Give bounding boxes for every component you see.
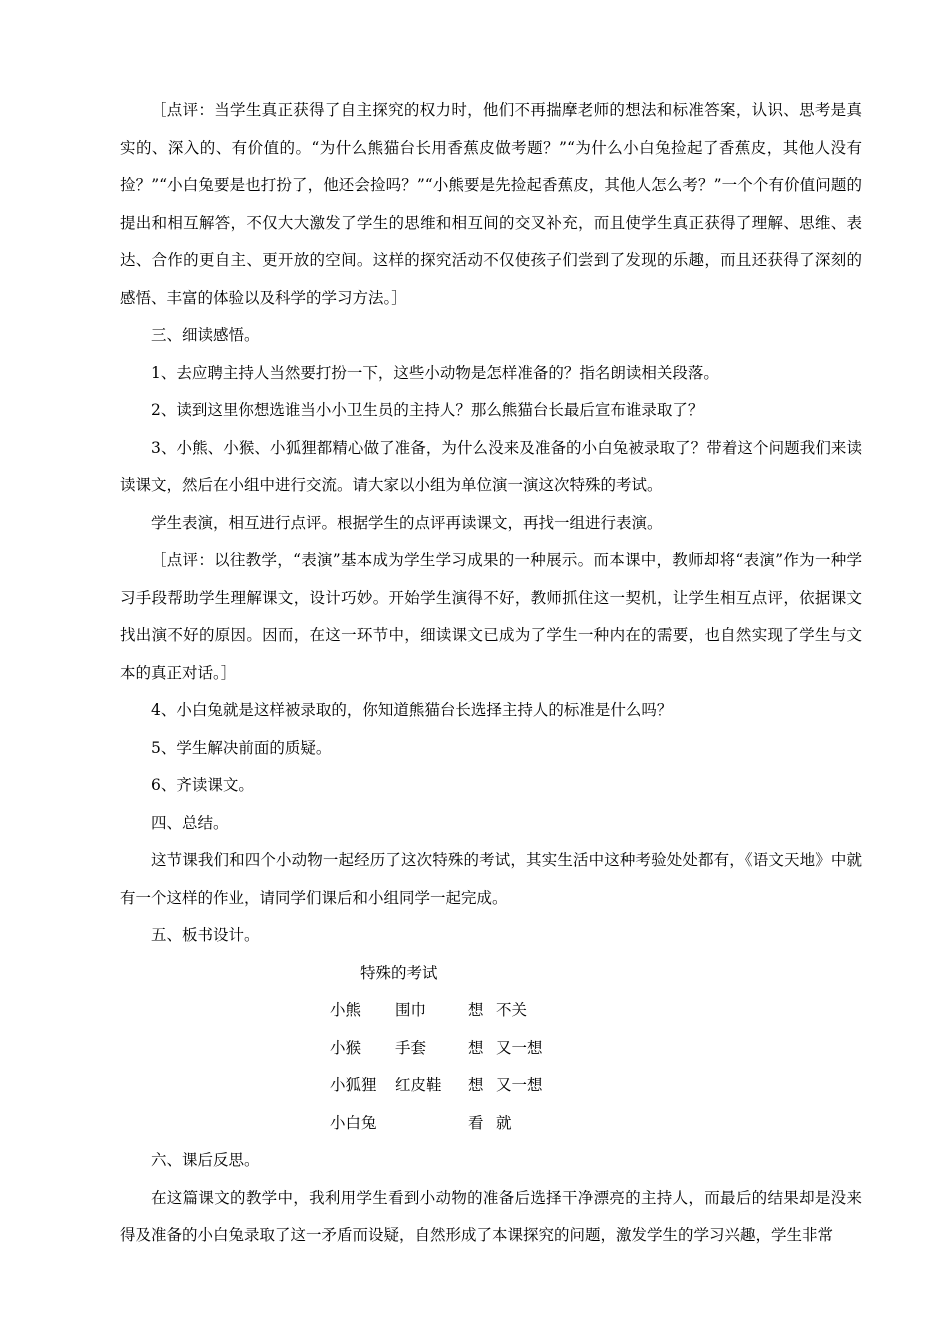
board-cell: 小白兔 — [330, 1113, 377, 1132]
comment-paragraph-1: ［点评：当学生真正获得了自主探究的权力时，他们不再揣摩老师的想法和标准答案，认识、思考是真实的、深入的、有价值的。“为什么熊猫台长用香蕉皮做考题？”“为什么小白兔捡起了香蕉皮，其他人没有捡？”“小白兔要是也打扮了，他还会捡吗？”“小熊要是先捡起香蕉皮，其他人怎么考？”一个个有价值问题的提出和相互解答，不仅大大激发了学生的思维和相互间的交叉补充，而且使学生真正获得了理解、思维、表达、合作的更自主、更开放的空间。这样的探究活动不仅使孩子们尝到了发现的乐趣，而且还获得了深刻的感悟、丰富的体验以及科学的学习方法。］ — [120, 101, 862, 307]
step-2: 2、读到这里你想选谁当小小卫生员的主持人？那么熊猫台长最后宣布谁录取了？ — [151, 401, 704, 419]
section-heading-3: 三、细读感悟。 — [151, 326, 260, 344]
board-cell: 不关 — [496, 1001, 528, 1019]
board-cell: 想 — [468, 1001, 484, 1019]
step-4: 4、小白兔就是这样被录取的，你知道熊猫台长选择主持人的标准是什么吗？ — [151, 701, 673, 719]
step-1: 1、去应聘主持人当然要打扮一下，这些小动物是怎样准备的？指名朗读相关段落。 — [151, 363, 719, 382]
step-6: 6、齐读课文。 — [151, 776, 254, 794]
board-cell: 小熊 — [330, 1001, 362, 1019]
board-row — [120, 1030, 862, 1068]
summary-paragraph: 这节课我们和四个小动物一起经历了这次特殊的考试，其实生活中这种考验处处都有，《语文天地》中就有一个这样的作业，请同学们课后和小组同学一起完成。 — [120, 851, 862, 907]
reflection-paragraph: 在这篇课文的教学中，我利用学生看到小动物的准备后选择干净漂亮的主持人，而最后的结果却是没来得及准备的小白兔录取了这一矛盾而设疑，自然形成了本课探究的问题，激发学生的学习兴趣，学生非常 — [120, 1188, 862, 1244]
section-heading-5: 五、板书设计。 — [151, 926, 260, 944]
board-title: 特殊的考试 — [360, 963, 438, 982]
performance-paragraph: 学生表演，相互进行点评。根据学生的点评再读课文，再找一组进行表演。 — [151, 513, 663, 532]
step-3: 3、小熊、小猴、小狐狸都精心做了准备，为什么没来及准备的小白兔被录取了？带着这个问题我们来读读课文，然后在小组中进行交流。请大家以小组为单位演一演这次特殊的考试。 — [120, 438, 862, 494]
board-cell: 小狐狸 — [330, 1076, 377, 1094]
blackboard-design — [120, 955, 862, 1143]
board-cell: 就 — [496, 1113, 512, 1132]
section-heading-6: 六、课后反思。 — [151, 1151, 260, 1169]
board-row — [120, 992, 862, 1030]
board-cell: 看 — [468, 1113, 484, 1132]
section-heading-4: 四、总结。 — [151, 813, 229, 832]
board-cell: 红皮鞋 — [395, 1076, 442, 1094]
step-5: 5、学生解决前面的质疑。 — [151, 738, 332, 757]
board-cell — [395, 1105, 468, 1143]
board-cell: 手套 — [395, 1038, 427, 1057]
board-cell: 又一想 — [496, 1076, 543, 1094]
board-row — [120, 1105, 862, 1143]
board-cell: 想 — [468, 1076, 484, 1094]
board-cell: 围巾 — [395, 1001, 427, 1019]
board-cell: 小猴 — [330, 1038, 362, 1057]
document-page — [120, 92, 862, 1255]
board-cell: 想 — [468, 1038, 484, 1057]
board-row — [120, 1067, 862, 1105]
board-cell: 又一想 — [496, 1038, 543, 1057]
comment-paragraph-2: ［点评：以往教学，“表演”基本成为学生学习成果的一种展示。而本课中，教师却将“表演”作为一种学习手段帮助学生理解课文，设计巧妙。开始学生演得不好，教师抓住这一契机，让学生相互点评，依据课文找出演不好的原因。因而，在这一环节中，细读课文已成为了学生一种内在的需要，也自然实现了学生与文本的真正对话。］ — [120, 551, 862, 682]
